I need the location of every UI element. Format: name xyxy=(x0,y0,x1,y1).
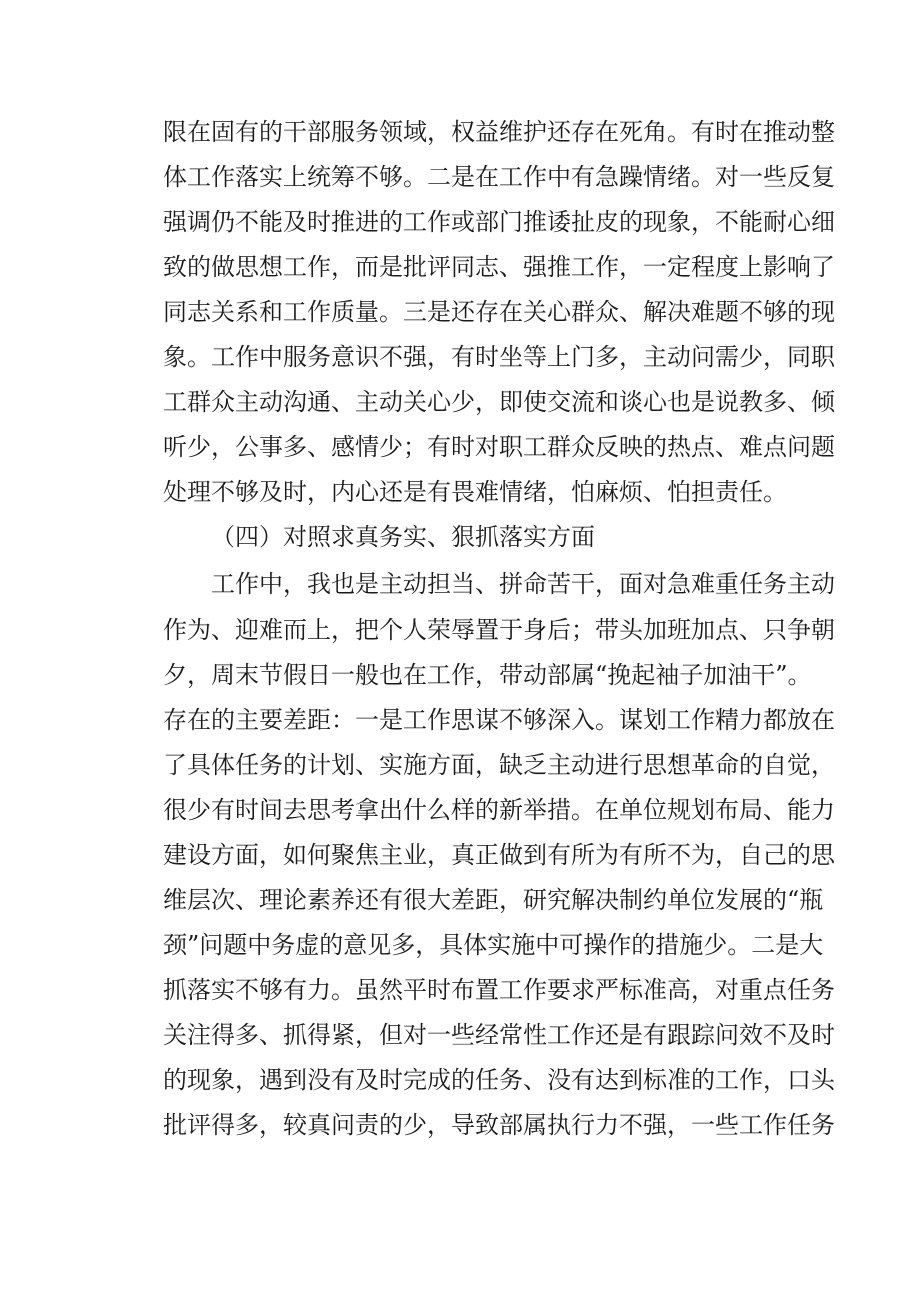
text-line: 批评得多，较真问责的少，导致部属执行力不强，一些工作任务 xyxy=(163,1111,835,1139)
text-line: 了具体任务的计划、实施方面，缺乏主动进行思想革命的自觉， xyxy=(163,751,835,779)
text-line: 抓落实不够有力。虽然平时布置工作要求严标准高，对重点任务 xyxy=(163,976,835,1004)
text-line: 的现象，遇到没有及时完成的任务、没有达到标准的工作，口头 xyxy=(163,1066,835,1094)
text-line: 工群众主动沟通、主动关心少，即使交流和谈心也是说教多、倾 xyxy=(163,388,835,416)
text-line: 体工作落实上统筹不够。二是在工作中有急躁情绪。对一些反复 xyxy=(163,163,835,191)
text-line: 强调仍不能及时推进的工作或部门推诿扯皮的现象，不能耐心细 xyxy=(163,208,835,236)
text-line: 处理不够及时，内心还是有畏难情绪，怕麻烦、怕担责任。 xyxy=(163,478,787,506)
section-heading: （四）对照求真务实、狠抓落实方面 xyxy=(211,523,595,551)
text-line: 颈”问题中务虚的意见多，具体实施中可操作的措施少。二是大 xyxy=(163,931,824,959)
text-line: 同志关系和工作质量。三是还存在关心群众、解决难题不够的现 xyxy=(163,298,835,326)
text-line: 维层次、理论素养还有很大差距，研究解决制约单位发展的“瓶 xyxy=(163,886,824,914)
text-line: 关注得多、抓得紧，但对一些经常性工作还是有跟踪问效不及时 xyxy=(163,1021,835,1049)
text-line: 工作中，我也是主动担当、拼命苦干，面对急难重任务主动 xyxy=(211,570,835,598)
text-line: 致的做思想工作，而是批评同志、强推工作，一定程度上影响了 xyxy=(163,253,835,281)
text-line: 作为、迎难而上，把个人荣辱置于身后；带头加班加点、只争朝 xyxy=(163,616,835,644)
text-line: 很少有时间去思考拿出什么样的新举措。在单位规划布局、能力 xyxy=(163,796,835,824)
text-line: 夕，周末节假日一般也在工作，带动部属“挽起袖子加油干”。 xyxy=(163,661,812,689)
text-line: 存在的主要差距：一是工作思谋不够深入。谋划工作精力都放在 xyxy=(163,706,835,734)
text-line: 限在固有的干部服务领域，权益维护还存在死角。有时在推动整 xyxy=(163,118,835,146)
text-line: 象。工作中服务意识不强，有时坐等上门多，主动问需少，同职 xyxy=(163,343,835,371)
text-line: 建设方面，如何聚焦主业，真正做到有所为有所不为，自己的思 xyxy=(163,841,835,869)
text-line: 听少，公事多、感情少；有时对职工群众反映的热点、难点问题 xyxy=(163,433,835,461)
